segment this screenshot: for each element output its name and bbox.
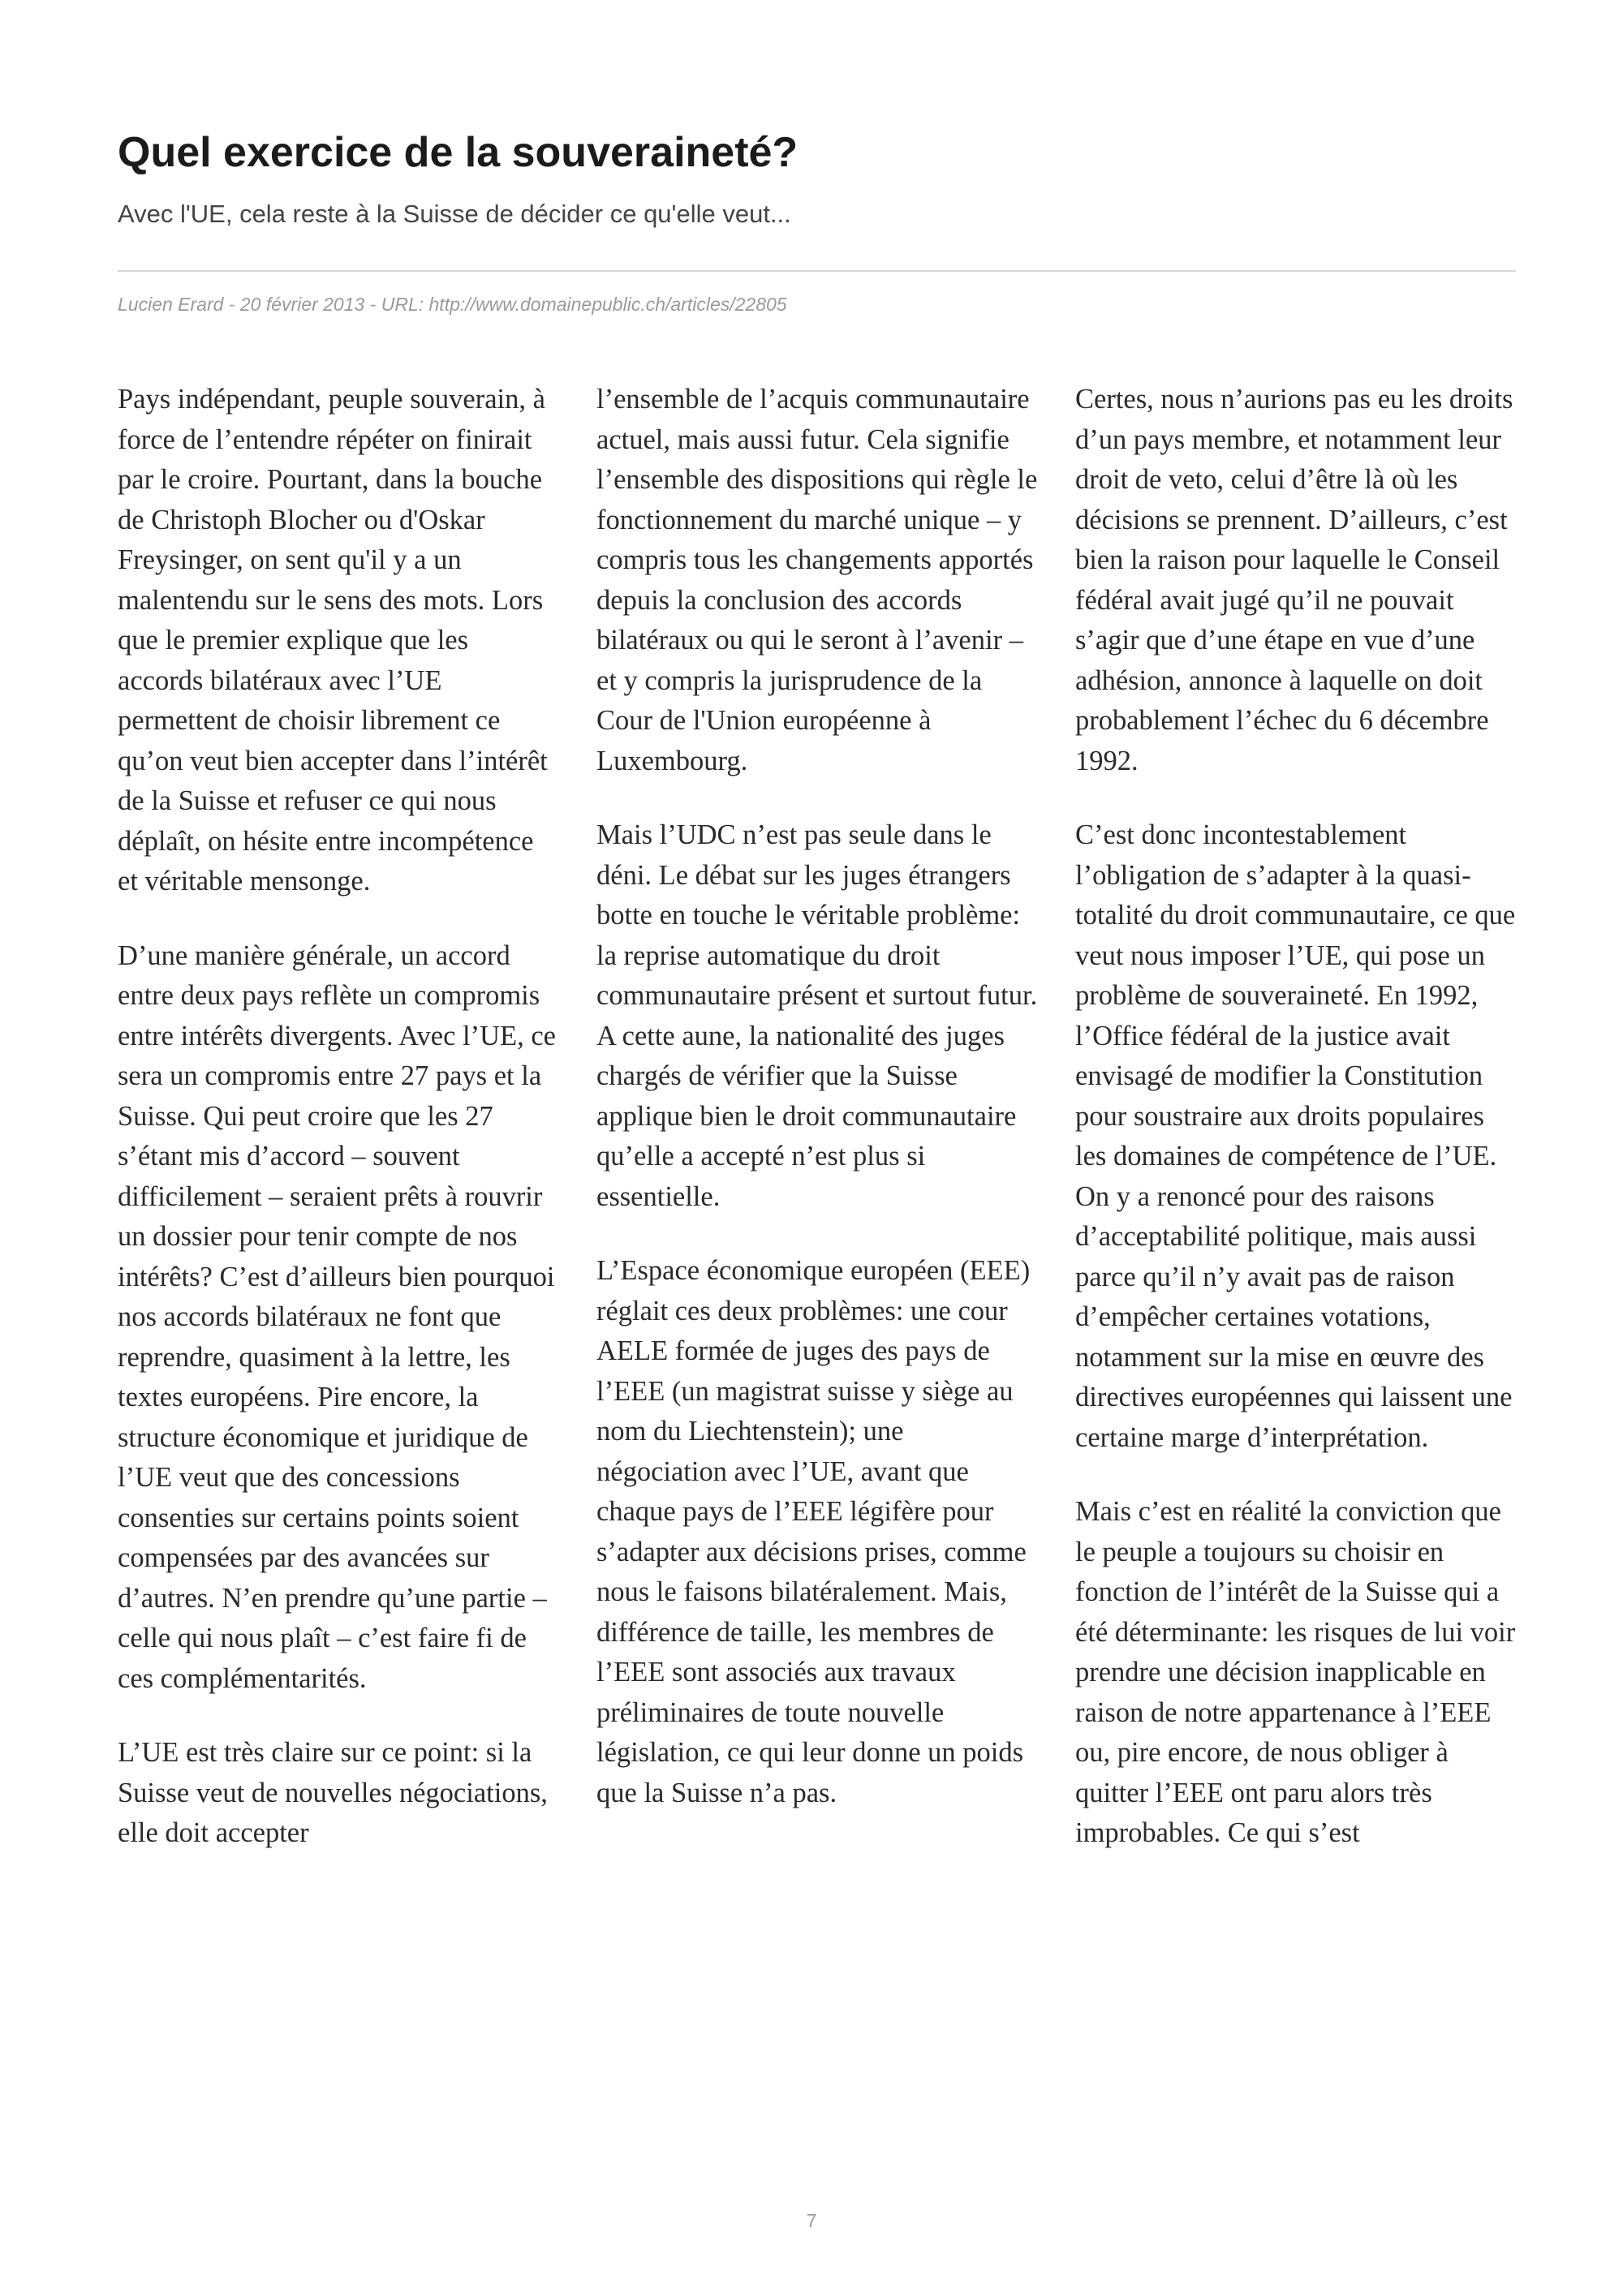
text-column-3 <box>1075 380 1518 2189</box>
article-title: Quel exercice de la souveraineté? <box>118 129 799 176</box>
paragraph: Pays indépendant, peuple souverain, à force de l’entendre répéter on finirait par le croire. Pourtant, dans la bouche de Christoph Blocher ou d'Oskar Freysinger, on sent qu'il y a un malentendu sur le sens des mots. Lors que le premier explique que les accords bilatéraux avec l’UE permettent de choisir librement ce qu’on veut bien accepter dans l’intérêt de la Suisse et refuser ce qui nous déplaît, on hésite entre incompétence et véritable mensonge. <box>118 384 548 896</box>
paragraph: l’ensemble de l’acquis communautaire actuel, mais aussi futur. Cela signifie l’ensemble des dispositions qui règle le fonctionnement du marché unique – y compris tous les changements apportés depuis la conclusion des accords bilatéraux ou qui le seront à l’avenir – et y compris la jurisprudence de la Cour de l'Union européenne à Luxembourg. <box>596 384 1038 776</box>
paragraph: Certes, nous n’aurions pas eu les droits d’un pays membre, et notamment leur droit de veto, celui d’être là où les décisions se prennent. D’ailleurs, c’est bien la raison pour laquelle le Conseil fédéral avait jugé qu’il ne pouvait s’agir que d’une étape en vue d’une adhésion, annonce à laquelle on doit probablement l’échec du 6 décembre 1992. <box>1075 384 1513 776</box>
paragraph: L’Espace économique européen (EEE) réglait ces deux problèmes: une cour AELE formée de juges des pays de l’EEE (un magistrat suisse y siège au nom du Liechtenstein); une négociation avec l’UE, avant que chaque pays de l’EEE légifère pour s’adapter aux décisions prises, comme nous le faisons bilatéralement. Mais, différence de taille, les membres de l’EEE sont associés aux travaux préliminaires de toute nouvelle législation, ce qui leur donne un poids que la Suisse n’a pas. <box>596 1255 1031 1808</box>
article-subtitle: Avec l'UE, cela reste à la Suisse de décider ce qu'elle veut... <box>118 200 791 228</box>
paragraph: C’est donc incontestablement l’obligation de s’adapter à la quasi-totalité du droit communautaire, ce que veut nous imposer l’UE, qui pose un problème de souveraineté. En 1992, l’Office fédéral de la justice avait envisagé de modifier la Constitution pour soustraire aux droits populaires les domaines de compétence de l’UE. On y a renoncé pour des raisons d’acceptabilité politique, mais aussi parce qu’il n’y avait pas de raison d’empêcher certaines votations, notamment sur la mise en œuvre des directives européennes qui laissent une certaine marge d’interprétation. <box>1075 819 1516 1453</box>
article-body <box>118 380 1526 2189</box>
paragraph: D’une manière générale, un accord entre deux pays reflète un compromis entre intérêts divergents. Avec l’UE, ce sera un compromis entre 27 pays et la Suisse. Qui peut croire que les 27 s’étant mis d’accord – souvent difficilement – seraient prêts à rouvrir un dossier pour tenir compte de nos intérêts? C’est d’ailleurs bien pourquoi nos accords bilatéraux ne font que reprendre, quasiment à la lettre, les textes européens. Pire encore, la structure économique et juridique de l’UE veut que des concessions consenties sur certains points soient compensées par des avancées sur d’autres. N’en prendre qu’une partie – celle qui nous plaît – c’est faire fi de ces complémentarités. <box>118 939 556 1694</box>
text-column-1 <box>118 380 560 2189</box>
paragraph: Mais l’UDC n’est pas seule dans le déni. Le débat sur les juges étrangers botte en touche le véritable problème: la reprise automatique du droit communautaire présent et surtout futur. A cette aune, la nationalité des juges chargés de vérifier que la Suisse applique bien le droit communautaire qu’elle a accepté n’est plus si essentielle. <box>596 819 1038 1212</box>
article-byline: Lucien Erard - 20 février 2013 - URL: http://www.domainepublic.ch/articles/22805 <box>118 294 787 315</box>
page-number: 7 <box>806 2210 817 2231</box>
header-divider <box>118 270 1516 272</box>
paragraph: L’UE est très claire sur ce point: si la Suisse veut de nouvelles négociations, elle doit accepter <box>118 1737 548 1848</box>
paragraph: Mais c’est en réalité la conviction que le peuple a toujours su choisir en fonction de l’intérêt de la Suisse qui a été déterminante: les risques de lui voir prendre une décision inapplicable en raison de notre appartenance à l’EEE ou, pire encore, de nous obliger à quitter l’EEE ont paru alors très improbables. Ce qui s’est <box>1075 1496 1516 1848</box>
text-column-2 <box>596 380 1039 2189</box>
